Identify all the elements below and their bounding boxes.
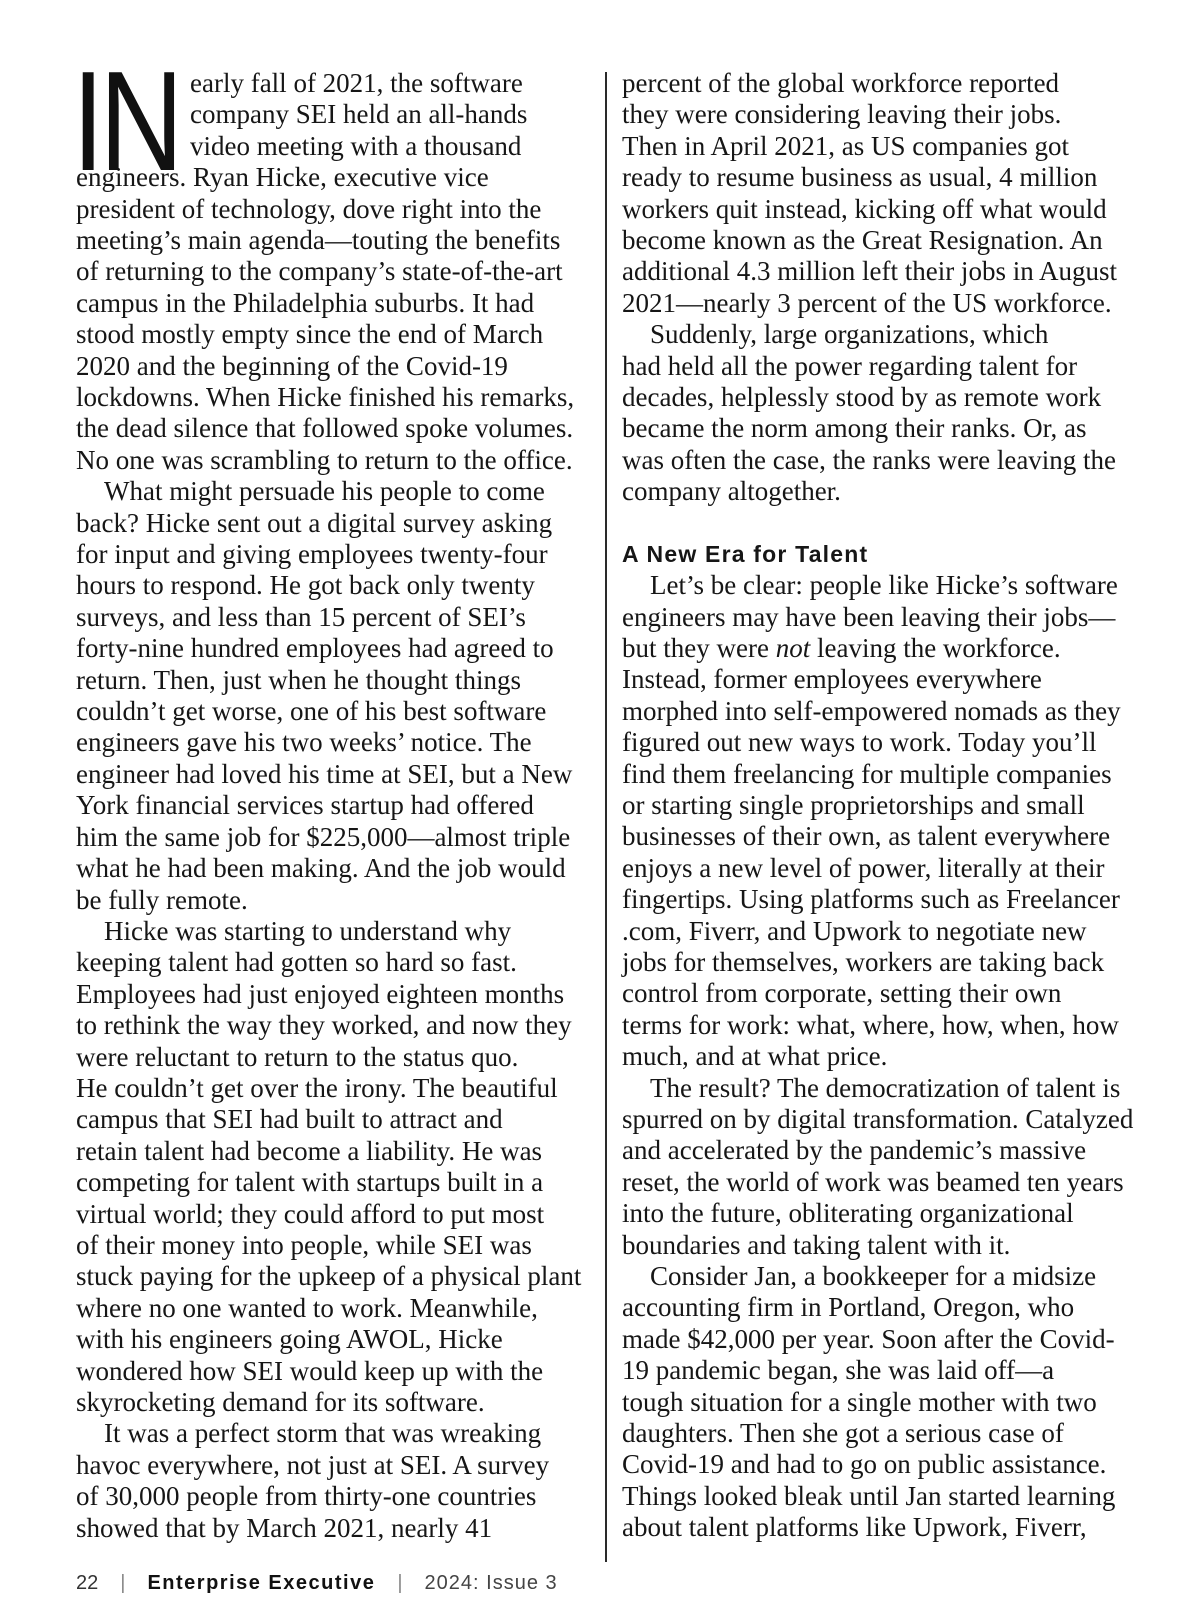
text-line: York financial services startup had offered — [76, 790, 534, 821]
text-line: where no one wanted to work. Meanwhile, — [76, 1292, 538, 1323]
text-line: tough situation for a single mother with two — [622, 1386, 1097, 1417]
text-line: decades, helplessly stood by as remote work — [622, 382, 1102, 413]
text-line: became the norm among their ranks. Or, as — [622, 413, 1087, 444]
footer-separator: | — [120, 1572, 126, 1594]
text-line: competing for talent with startups built in a — [76, 1167, 544, 1198]
text-line: terms for work: what, where, how, when, how — [622, 1009, 1119, 1040]
text-line-content: video meeting with a thousand — [190, 130, 522, 161]
text-line: Employees had just enjoyed eighteen months — [76, 978, 565, 1009]
emphasis: not — [775, 632, 811, 663]
text-line: No one was scrambling to return to the office. — [76, 444, 573, 475]
text-line: they were considering leaving their jobs. — [622, 99, 1062, 130]
text-line: made $42,000 per year. Soon after the Covid- — [622, 1323, 1115, 1354]
text-line: retain talent had become a liability. He was — [76, 1135, 543, 1166]
right-column — [622, 68, 1136, 1544]
text-line: couldn’t get worse, one of his best software — [76, 696, 547, 727]
left-column — [72, 42, 590, 1544]
text-line: Things looked bleak until Jan started learning — [622, 1480, 1116, 1511]
text-line — [76, 131, 590, 162]
text-line: engineers gave his two weeks’ notice. The — [76, 727, 532, 758]
text-line: What might persuade his people to come — [104, 476, 545, 507]
text-line: stood mostly empty since the end of March — [76, 319, 544, 350]
text-line: percent of the global workforce reported — [622, 68, 1060, 98]
text-line: with his engineers going AWOL, Hicke — [76, 1324, 503, 1355]
text-line: 2020 and the beginning of the Covid-19 — [76, 350, 508, 381]
text-line: of 30,000 people from thirty-one countries — [76, 1481, 537, 1512]
text-line: hours to respond. He got back only twenty — [76, 570, 535, 601]
text-line: and accelerated by the pandemic’s massive — [622, 1135, 1087, 1166]
text-line: find them freelancing for multiple companies — [622, 758, 1112, 789]
text-line: It was a perfect storm that was wreaking — [104, 1418, 542, 1449]
text-line: the dead silence that followed spoke volumes. — [76, 413, 574, 444]
issue-label: 2024: Issue 3 — [424, 1572, 558, 1594]
text-line: Then in April 2021, as US companies got — [622, 130, 1069, 161]
text-line: Suddenly, large organizations, which — [650, 319, 1049, 350]
text-line: of returning to the company’s state-of-the-art — [76, 256, 563, 287]
text-line: but they were not leaving the workforce. — [622, 632, 1061, 663]
text-line: boundaries and taking talent with it. — [622, 1229, 1011, 1260]
text-line: Covid-19 and had to go on public assistance. — [622, 1449, 1107, 1480]
text-line: fingertips. Using platforms such as Freelancer — [622, 884, 1120, 915]
text-line: stuck paying for the upkeep of a physical plant — [76, 1261, 582, 1292]
page-number: 22 — [76, 1572, 99, 1594]
text-line: of their money into people, while SEI was — [76, 1229, 532, 1260]
text-line: enjoys a new level of power, literally at their — [622, 852, 1105, 883]
text-line: additional 4.3 million left their jobs in August — [622, 256, 1117, 287]
text-line: engineer had loved his time at SEI, but a New — [76, 758, 573, 789]
text-line: Hicke was starting to understand why — [104, 915, 512, 946]
text-line: be fully remote. — [76, 884, 248, 915]
text-line: He couldn’t get over the irony. The beautiful — [76, 1072, 558, 1103]
text-line — [76, 99, 590, 130]
text-line: back? Hicke sent out a digital survey asking — [76, 507, 553, 538]
text-line: to rethink the way they worked, and now they — [76, 1010, 572, 1041]
text-line: showed that by March 2021, nearly 41 — [76, 1512, 493, 1543]
magazine-title: Enterprise Executive — [147, 1572, 376, 1594]
text-line: lockdowns. When Hicke finished his remarks, — [76, 382, 575, 413]
text-line: surveys, and less than 15 percent of SEI’s — [76, 601, 526, 632]
text-line-content: early fall of 2021, the software — [190, 68, 523, 98]
text-line: workers quit instead, kicking off what would — [622, 193, 1107, 224]
text-line: skyrocketing demand for its software. — [76, 1387, 485, 1418]
text-line: keeping talent had gotten so hard so fast. — [76, 947, 517, 978]
text-line: were reluctant to return to the status quo. — [76, 1041, 519, 1072]
text-line: for input and giving employees twenty-four — [76, 539, 548, 570]
drop-cap: IN — [72, 42, 179, 201]
text-line: into the future, obliterating organizational — [622, 1198, 1074, 1229]
text-line: daughters. Then she got a serious case of — [622, 1418, 1064, 1449]
text-line: reset, the world of work was beamed ten years — [622, 1166, 1124, 1197]
text-line: campus in the Philadelphia suburbs. It had — [76, 287, 535, 318]
text-line: morphed into self-empowered nomads as they — [622, 695, 1121, 726]
paragraph-gap — [622, 508, 1136, 539]
text-line: about talent platforms like Upwork, Fiverr, — [622, 1512, 1087, 1543]
text-line: spurred on by digital transformation. Catalyzed — [622, 1104, 1134, 1134]
text-line: become known as the Great Resignation. An — [622, 225, 1103, 256]
section-heading: A New Era for Talent — [622, 540, 869, 567]
page-footer — [76, 1572, 558, 1595]
text-line: Consider Jan, a bookkeeper for a midsize — [650, 1261, 1097, 1292]
text-line: The result? The democratization of talent is — [650, 1072, 1121, 1103]
text-line-content: company SEI held an all-hands — [190, 99, 528, 130]
text-line: ready to resume business as usual, 4 million — [622, 162, 1098, 193]
text-line: 19 pandemic began, she was laid off—a — [622, 1355, 1055, 1386]
text-line: was often the case, the ranks were leaving the — [622, 444, 1117, 475]
text-line: engineers may have been leaving their jobs— — [622, 601, 1116, 632]
column-divider — [605, 72, 607, 1562]
text-line: jobs for themselves, workers are taking back — [622, 946, 1105, 977]
text-line: what he had been making. And the job would — [76, 853, 566, 884]
text-line: president of technology, dove right into the — [76, 193, 542, 224]
text-line: .com, Fiverr, and Upwork to negotiate new — [622, 915, 1087, 946]
text-line: wondered how SEI would keep up with the — [76, 1355, 544, 1386]
text-line: 2021—nearly 3 percent of the US workforce. — [622, 287, 1112, 318]
text-line: accounting firm in Portland, Oregon, who — [622, 1292, 1075, 1323]
text-line: had held all the power regarding talent for — [622, 350, 1078, 381]
text-line: much, and at what price. — [622, 1041, 888, 1072]
text-line: havoc everywhere, not just at SEI. A survey — [76, 1449, 550, 1480]
text-line: return. Then, just when he thought things — [76, 664, 521, 695]
footer-separator: | — [397, 1572, 403, 1594]
text-line: Instead, former employees everywhere — [622, 664, 1042, 695]
text-line: businesses of their own, as talent everywhere — [622, 821, 1111, 852]
text-line: campus that SEI had built to attract and — [76, 1104, 503, 1135]
text-line: control from corporate, setting their own — [622, 978, 1062, 1009]
text-line: engineers. Ryan Hicke, executive vice — [76, 162, 489, 193]
text-line: forty-nine hundred employees had agreed to — [76, 633, 554, 664]
text-line: meeting’s main agenda—touting the benefits — [76, 224, 561, 255]
text-line: Let’s be clear: people like Hicke’s software — [650, 570, 1118, 601]
text-line: virtual world; they could afford to put most — [76, 1198, 545, 1229]
text-line: company altogether. — [622, 476, 841, 507]
text-line: or starting single proprietorships and small — [622, 789, 1085, 820]
text-line: figured out new ways to work. Today you’ll — [622, 727, 1097, 758]
text-line: him the same job for $225,000—almost triple — [76, 821, 571, 852]
